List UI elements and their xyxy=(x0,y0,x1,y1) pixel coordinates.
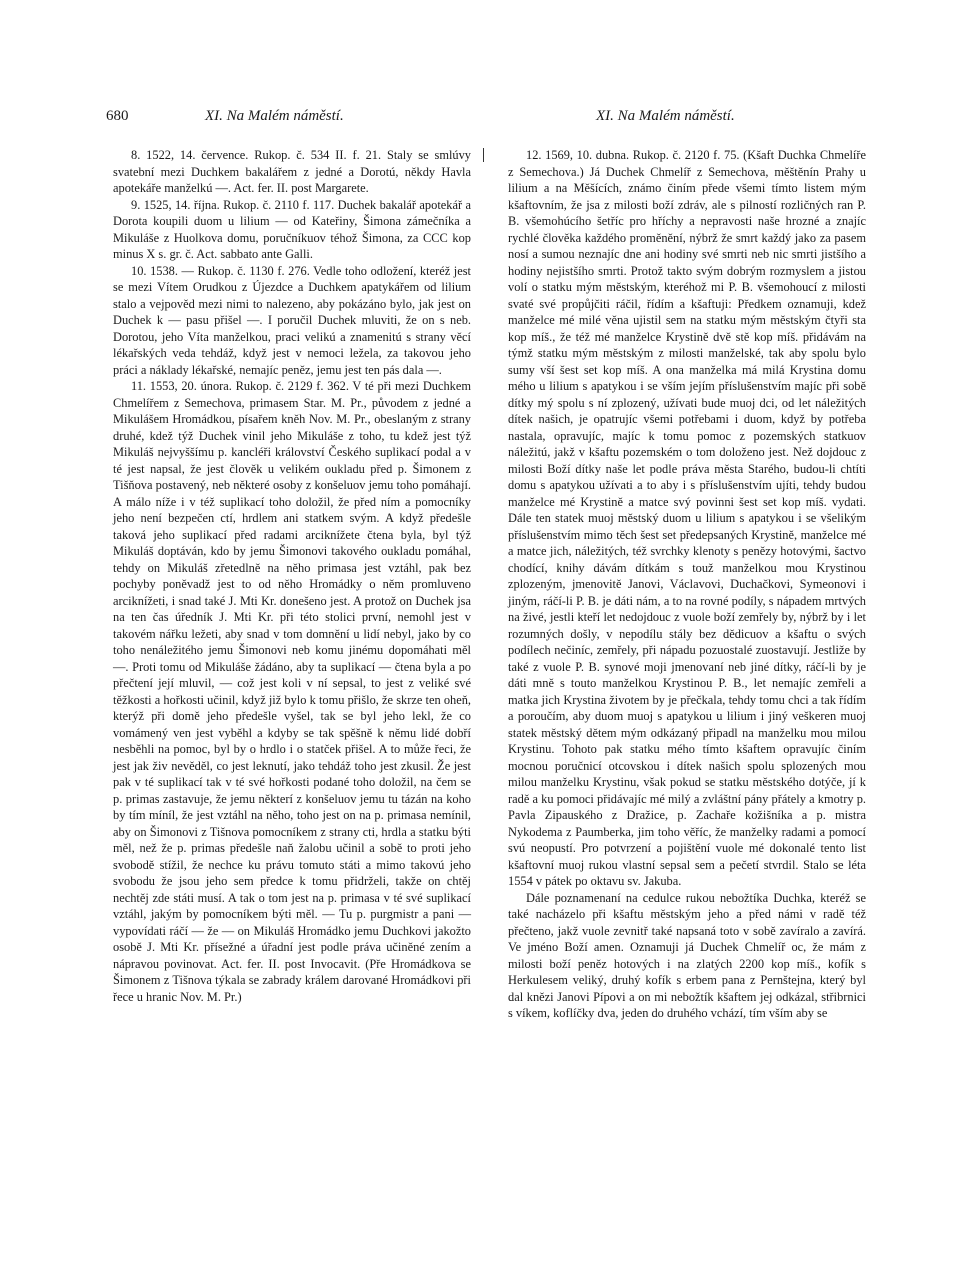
entry-10: 10. 1538. — Rukop. č. 1130 f. 276. Vedle toho odložení, kteréž jest se mezi Vítem Orudkou z Újezdce a Duchkem apatykářem od lilium stalo a vejpověd mezi nimi to nalezeno, aby pokázáno bylo, jak jest on Duchek k — pasu přišel —. I poručil Duchek mluviti, že on s neb. Dorotou, jeho Víta manželkou, praci velikú a znamenitú s strany věcí lékařských veda tehdáž, když jest v nemoci ležela, za takovou jeho práci a náklady lékařské, nemajíc peněz, jemu jest ten pás dala —. xyxy=(113,263,471,377)
column-divider xyxy=(483,148,484,162)
entry-11: 11. 1553, 20. února. Rukop. č. 2129 f. 362. V té při mezi Duchkem Chmelířem z Semechova, primasem Star. M. Pr., původem z jedné a Mikulášem Hromádkou, písařem kněh Nov. M. Pr., obeslaným z strany druhé, kdež týž Duchek vinil jeho Mikuláše z toho, tu kdež jest týž Mikuláš nejvyššímu p. kancléři království Českého suplikací podal a v té jest napsal, že jest člověk u velikém oukladu před p. Šimonem z Tišňova postavený, neb některé osoby z konšeluov jemu toho pomáhají. A málo níže i v též suplikací toho doložil, že před ním a pomocníky jeho není bezpečen ctí, hrdlem ani statkem svým. A když předešle taková jeho suplikací před radami arciknížete čtena byla, byl týž Mikuláš doptáván, kdo by jemu Šimonovi takového oukladu pomáhal, tehdy on Mikuláš zřetedlně na něho primasa jest vztáhl, pak bez pochyby poněvadž jest to od něho Hromádky o něm promluveno arciknížeti, i snad také J. Mti Kr. donešeno jest. A protož on Duchek jsa na ten čas úředník J. Mti Kr. při této stolici první, nemohl jest v takovém nářku ležeti, aby snad v tom domnění u lidí nebyl, jako by co toho nenáležitého jemu Šimonovi neb komu jinému dopomáhati měl —. Proti tomu od Mikuláše žádáno, aby ta suplikací — čtena byla a po přečtení její mluvil, — což jest koli v ní sepsal, to jest z veliké své těžkosti a hořkosti učinil, když již bylo k tomu přišlo, že skrze ten oheň, kterýž při domě jeho předešle vyšel, tak se byl jeho lekl, že co vomámený ven jest vyběhl a kdyby se tak spěšně k němu lidé dobří nesběhli na pomoc, byl by o hrdlo i o statček přišel. A to může řeci, že jest jak živ nevěděl, co jest leknutí, jako tehdáž toho jest zkusil. Že jest pak v té suplikací tak v té své hořkosti podané toho doložil, na čem se p. primas zastavuje, že jemu některí z konšeluov jemu tu tázán na koho by tím míníl, že jest vztáhl na něho, toho jest on na p. primasa nemínil, aby on Šimonovi z Tišnova pomocníkem z strany cti, hrdla a statku býti měl, než že p. primas předešle naň žalobu učinil a sobě to proti jeho svobodě stížil, že nechce ku právu tomuto státi a mimo takovú jeho svobodu že jsou jeho sem předce k tomu přidrželi, takže on chtěj nechtěj zde státi musí. A tak o tom jest na p. primasa v té své suplikací vztáhl, jakým by pomocníkem býti měl. — Tu p. purgmistr a pani — vypovídati ráčí — že — on Mikuláš Hromádko jemu Duchkovi jakožto osobě J. Mti Kr. přísežné a úřadní jest podle práva učiněné zením a nápravou povinovat. Act. fer. II. post Invocavit. (Pře Hromádkova se Šimonem z Tišnova týkala se zabrady králem darované Hromádkovi při řece u hranic Nov. M. Pr.) xyxy=(113,379,471,1004)
codicil-paragraph: Dále poznamenaní na cedulce rukou nebožtíka Duchka, kteréž se také nacházelo při kšaftu městským jeho a před námi v radě též přečteno, jakž vuole zevnitř také napsaná toto v sobě zavíralo a zavírá. Ve jméno Boží amen. Oznamuji já Duchek Chmelíř oc, že mám z milosti boží peněz hotových i na zlatých 2200 kop míš., kofík s Herkulesem veliký, druhý kofík s erbem pana z Pernštejna, který byl dal knězi Janovi Pípovi a on mi nebožtík kšaftem jej odkázal, střibrnici s víkem, koflíčky dva, jeden do druhého vchází, tím vším aby se xyxy=(508,890,866,1020)
running-head-right: XI. Na Malém náměstí. xyxy=(596,108,735,124)
right-column xyxy=(508,147,866,1022)
running-head-left: XI. Na Malém náměstí. xyxy=(205,108,344,124)
entry-9: 9. 1525, 14. října. Rukop. č. 2110 f. 117. Duchek bakalář apotekář a Dorota koupili duom u lilium — od Kateřiny, Šimona zámečníka a Mikuláše z Huolkova domu, poručníkuov téhož Šimona, za CCC kop minus X s. gr. č. Act. sabbato ante Galli. xyxy=(113,197,471,261)
left-column xyxy=(113,147,471,1005)
entry-12: 12. 1569, 10. dubna. Rukop. č. 2120 f. 75. (Kšaft Duchka Chmelíře z Semechova.) Já Duchek Chmelíř z Semechova, měštěnín Prahy u lilium a na Měšících, známo činím přede všemi tímto listem mým kšaftovním, že jsa z milosti boží zdráv, ale s pilností rozličných ran P. B. všemohúcího šetříc pro hříchy a nepravosti naše hrozné a znajíc rychlé člověka každého proměnění, nýbrž že smrt každý jako za pasem nosí a sumou neznajíc dne ani hodiny své smrti neb nic smrti jistšího a hodiny nejistšího smrti. Protož takto svým dobrým rozmyslem a jistou volí o statku mým městským, kteréhož mi P. B. všemohoucí z milosti svaté své propůjčiti ráčil, řídím a kšaftuji: Předkem oznamuji, kdež manželce mé milé věna ujistil sem na statku mým městským čtyři sta kop míš., že též mé manželce Krystině dvě stě kop míš. přidávám na týmž statku mým městským z milosti manželské, tak aby spolu bylo sumy vší šest set kop míš. A ona manželka má milá Krystina domu mého u lilium s apatykou i se vším jejím příslušenstvím majíc při sobě dítky mý spolu s ní zplozený, užívati bude muoj dci, od let náležitých dítek našich, je opatrujíc všemi potřebami i duom, když by potřeba nastala, opravujíc, majíc k tomu pomoc z pozemských statkuov náležitú, jakž v kšaftu pozemském o tom doloženo jest. Než dojdouc z milosti Boží dítky naše let podle práva města Starého, budou-li chtíti domu s apatykou užívati a to aby i s příslušenstvím ujíti, tehdy budou manželce mé Krystině a matce svý povinni šest set kop míš. vydati. Dále ten statek muoj městský duom u lilium s apatykou i se všelikým příslušenstvím mimo těch šest set předepsaných Krystině, manželce mé a matce jich, náležitých, též svrchky klenoty s penězy hotovými, šactvo chodící, knihy dávám dítkám s touž manželkou mou Krystinou zplozeným, jmenovitě Janovi, Václavovi, Duchačkovi, Symeonovi i jiným, ráčí-li P. B. je dáti nám, a to na rovné podíly, s nápadem mrtvých na živé, jestli kteří let nedojdouc z vuole boží zemřely by, nýbrž by i let rozumných došly, v nepodílu stály bez dědicuov a kšaftu o svých podílech nečiníc, zemřely, při nápadu pozuostalé zuostavují. Jestliže by také z vuole P. B. synové moji jmenovaní neb jiné dítky, ráčí-li by je dáti mně s touto manželkou Krystinou P. B., let nemajíc zemřeli a matka jich Krystina životem by je přečkala, tehdy tomu chci a tak řídím a poroučím, aby duom muoj s apatykou u lilium i jiný veškeren muoj statek městský dětem mým odkázaný připadl na manželku mou milou Krystinu. Tohoto pak statku mého tímto kšaftem opravujíc činím mocnou poručnicí otcovskou i dítek našich spolu splozených mou milou manželku Krystinu, však pokud se statku městského dotýče, jí k radě a ku pomoci přidávajíc mé milý a zvláštní pány přátely a kmotry p. Pavla Zipauského z Dražice, p. Zachaře kožišníka a p. mistra Nykodema z Paumberka, jim toho věříc, že manželky radami a pomocí svú neopustí. Pro potvrzení a pojištění vuole mé dokonalé tento list kšaftovní muoj rukou vlastní sepsal sem a pečetí stvrdil. Stalo se léta 1554 v pátek po oktavu sv. Jakuba. xyxy=(508,148,866,888)
entry-8: 8. 1522, 14. července. Rukop. č. 534 II. f. 21. Staly se smlúvy svatební mezi Duchkem bakalářem z jedné a Dorotú, někdy Havla apotekáře manželkú —. Act. fer. II. post Margarete. xyxy=(113,148,471,195)
page-number: 680 xyxy=(106,108,129,124)
